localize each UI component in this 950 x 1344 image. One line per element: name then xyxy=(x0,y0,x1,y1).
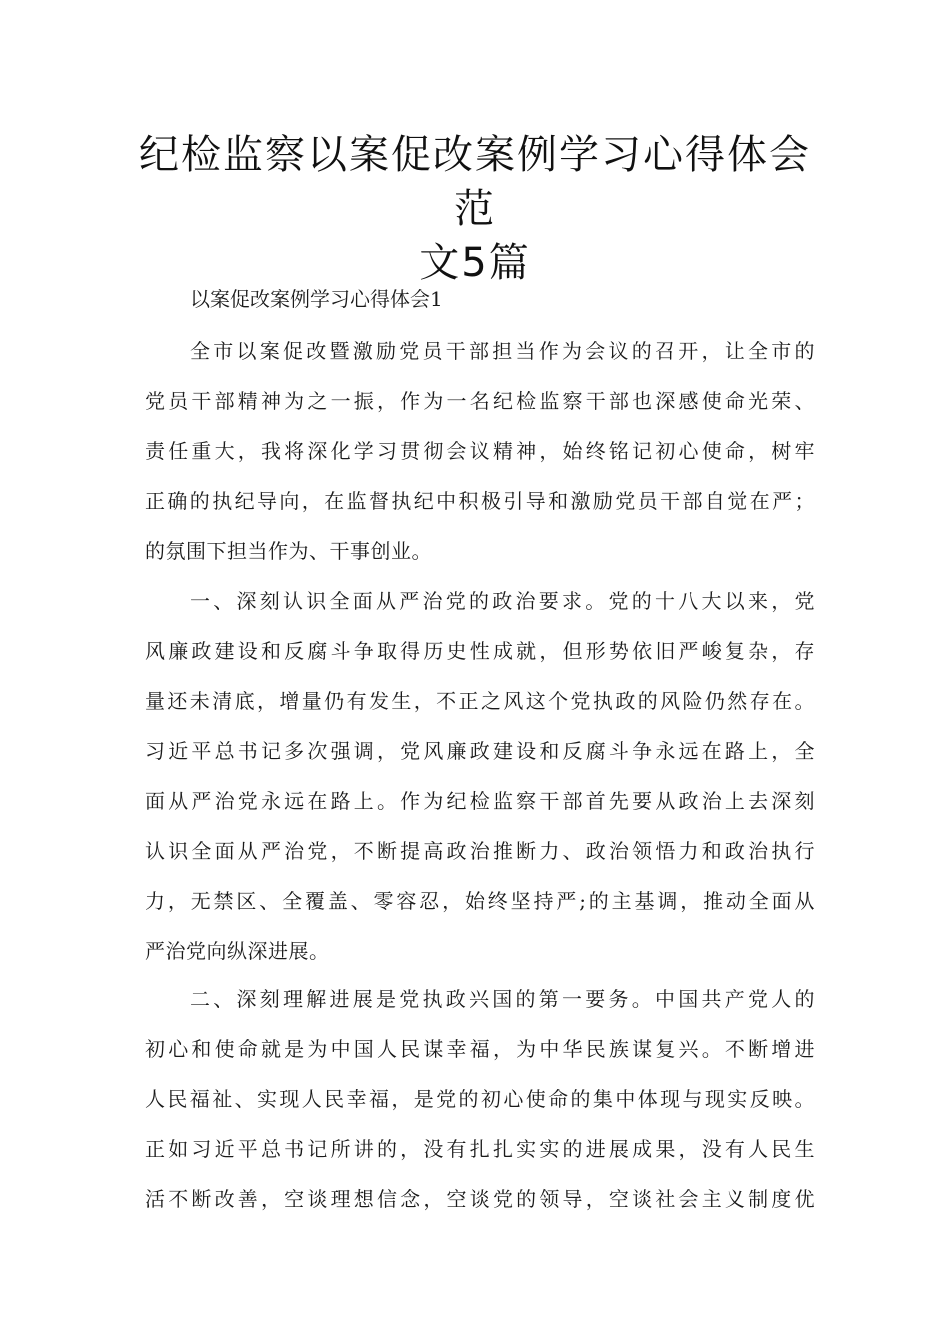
text-line: 力，无禁区、全覆盖、零容忍，始终坚持严;的主基调，推动全面从 xyxy=(145,889,815,913)
text-line: 的氛围下担当作为、干事创业。 xyxy=(145,539,432,563)
text-line: 党员干部精神为之一振，作为一名纪检监察干部也深感使命光荣、 xyxy=(145,389,815,413)
paragraph-3 xyxy=(145,974,815,1224)
text-line: 正如习近平总书记所讲的，没有扎扎实实的进展成果，没有人民生 xyxy=(145,1137,815,1161)
text-line: 初心和使命就是为中国人民谋幸福，为中华民族谋复兴。不断增进 xyxy=(145,1037,815,1061)
text-line: 全市以案促改暨激励党员干部担当作为会议的召开，让全市的 xyxy=(190,339,815,363)
text-line: 一、深刻认识全面从严治党的政治要求。党的十八大以来，党 xyxy=(190,589,815,613)
text-line: 活不断改善，空谈理想信念，空谈党的领导，空谈社会主义制度优 xyxy=(145,1187,815,1211)
section-heading: 以案促改案例学习心得体会1 xyxy=(190,287,443,311)
text-line: 习近平总书记多次强调，党风廉政建设和反腐斗争永远在路上，全 xyxy=(145,739,815,763)
title-line: 文5篇 xyxy=(419,240,531,286)
text-line: 严治党向纵深进展。 xyxy=(145,939,330,963)
text-line: 面从严治党永远在路上。作为纪检监察干部首先要从政治上去深刻 xyxy=(145,789,815,813)
paragraph-2 xyxy=(145,576,815,976)
text-line: 量还未清底，增量仍有发生，不正之风这个党执政的风险仍然存在。 xyxy=(145,689,815,713)
title-line: 纪检监察以案促改案例学习心得体会范 xyxy=(139,132,811,232)
text-line: 责任重大，我将深化学习贯彻会议精神，始终铭记初心使命，树牢 xyxy=(145,439,815,463)
text-line: 正确的执纪导向，在监督执纪中积极引导和激励党员干部自觉在严； xyxy=(145,489,815,513)
document-title xyxy=(120,128,830,290)
paragraph-1 xyxy=(145,326,815,576)
text-line: 人民福祉、实现人民幸福，是党的初心使命的集中体现与现实反映。 xyxy=(145,1087,815,1111)
text-line: 认识全面从严治党，不断提高政治推断力、政治领悟力和政治执行 xyxy=(145,839,815,863)
text-line: 二、深刻理解进展是党执政兴国的第一要务。中国共产党人的 xyxy=(190,987,815,1011)
text-line: 风廉政建设和反腐斗争取得历史性成就，但形势依旧严峻复杂，存 xyxy=(145,639,815,663)
